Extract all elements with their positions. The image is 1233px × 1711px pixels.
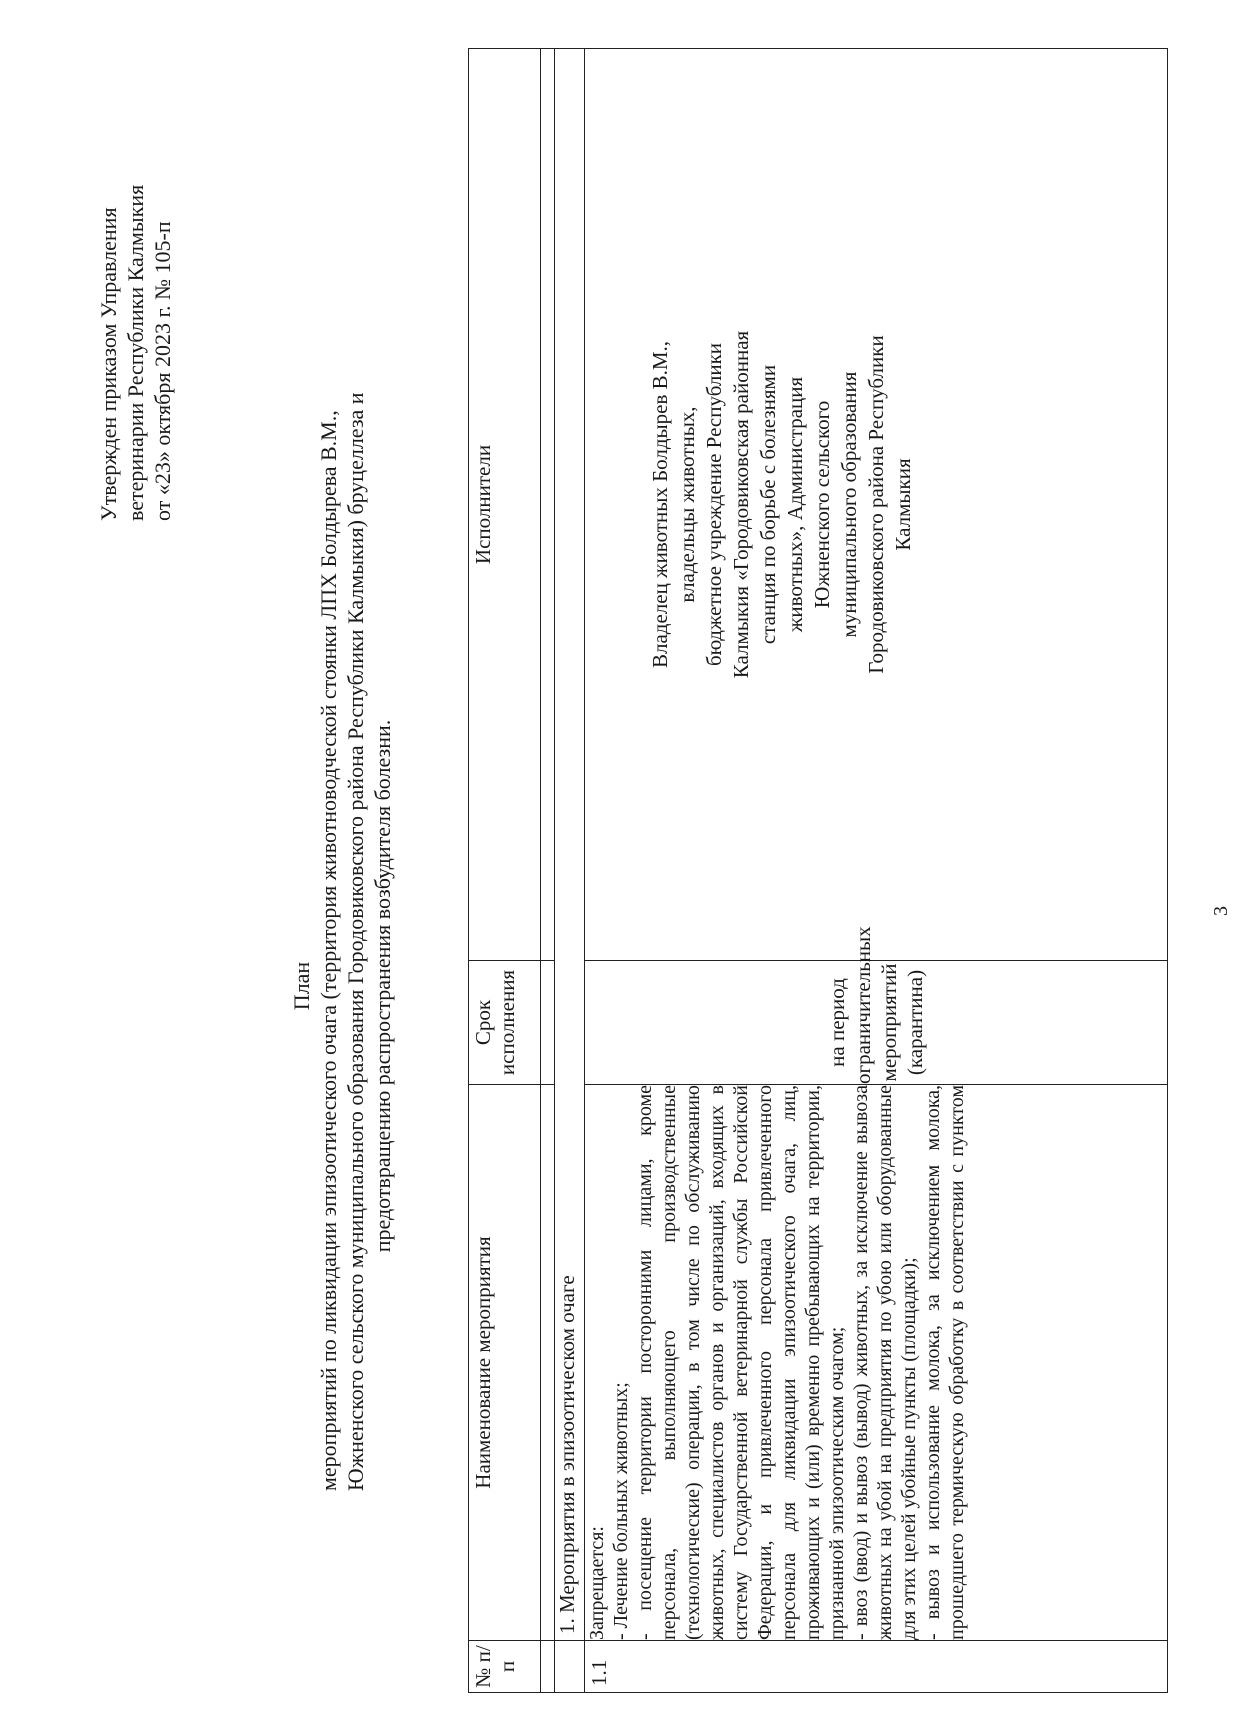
approval-line: ветеринарии Республики Калмыкия	[123, 184, 148, 521]
executor-line: владельцы животных,	[675, 406, 699, 603]
measure-line: Запрещается:	[586, 1526, 608, 1640]
term-line: мероприятий	[877, 963, 901, 1082]
table-spacer-row	[541, 49, 555, 1693]
executors-cell	[585, 49, 1168, 961]
executor-line: Владелец животных Болдырев В.М.,	[648, 340, 672, 669]
measure-line: животных на убой на предприятия по убою или оборудованные	[874, 1085, 896, 1640]
measure-description	[585, 1085, 1168, 1641]
measure-line: - посещение территории посторонними лицами, кроме	[634, 1085, 656, 1640]
page-number: 3	[1210, 906, 1232, 916]
table-header-row	[469, 49, 541, 1693]
measure-line: - ввоз (ввод) и вывоз (вывод) животных, за исключение вывоза	[850, 1085, 872, 1640]
table-row	[585, 49, 1168, 1693]
measure-line: персонала, выполняющего производственные	[658, 1085, 680, 1640]
plan-title-line: мероприятий по ликвидации эпизоотического очага (территория животноводческой стоянки ЛПХ Болдырева В.М.,	[316, 410, 341, 1491]
executor-line: Городовиковского района Республики	[864, 335, 888, 674]
term-cell	[585, 926, 1168, 1085]
header-executors: Исполнители	[469, 49, 541, 961]
approval-stamp-text	[95, 185, 176, 521]
row-number: 1.1	[585, 1641, 1168, 1693]
measure-line: систему Государственной ветеринарной службы Российской	[730, 1085, 752, 1640]
measure-line: прошедшего термическую обработку в соответствии с пунктом	[946, 1085, 968, 1640]
measure-line: проживающих и (или) временно пребывающих на территории,	[802, 1085, 824, 1640]
measure-line: (технологические) операции, в том числе по обслуживанию	[682, 1085, 704, 1640]
plan-heading: План	[289, 961, 314, 1011]
measures-table	[468, 48, 1168, 1693]
executor-line: Калмыкия	[891, 458, 915, 551]
executor-line: бюджетное учреждение Республики	[702, 342, 726, 667]
measure-line: - вывоз и использование молока, за исключением молока,	[922, 1085, 944, 1640]
measure-line: Федерации, и привлеченного персонала привлеченного	[754, 1085, 776, 1640]
measure-line: признанной эпизоотическим очагом;	[826, 1326, 848, 1640]
plan-title-line: Южненского сельского муниципального образования Городовиковского района Республики Калмыкия) бруцеллеза и	[343, 392, 368, 1491]
executor-line: муниципального образования	[837, 371, 861, 638]
term-line: (карантина)	[903, 969, 927, 1076]
measure-line: животных, специалистов органов и организаций, входящих в	[706, 1085, 728, 1640]
header-measure-name: Наименование мероприятия	[469, 1085, 541, 1641]
executor-line: животных», Администрация	[783, 376, 807, 633]
measure-line: для этих целей убойные пункты (площадки);	[898, 1257, 920, 1640]
header-num: № п/п	[469, 1641, 541, 1693]
executor-line: Калмыкия «Городовиковская районная	[729, 330, 753, 679]
term-line: ограничительных	[851, 926, 875, 1084]
plan-title-line: предотвращению распространения возбудителя болезни.	[370, 719, 395, 1253]
approval-line: Утвержден приказом Управления	[96, 207, 121, 521]
measure-line: - Лечение больных животных;	[610, 1382, 632, 1640]
plan-title	[288, 392, 396, 1491]
executor-line: Южненского сельского	[810, 400, 834, 609]
section-title: 1. Мероприятия в эпизоотическом очаге	[555, 49, 585, 1641]
measure-line: персонала для ликвидации эпизоотического очага, лиц,	[778, 1085, 800, 1640]
executor-line: станция по борьбе с болезнями	[756, 364, 780, 645]
term-line: на период	[825, 978, 849, 1067]
approval-line: от «23» октября 2023 г. № 105-п	[150, 221, 175, 521]
section-row	[555, 49, 585, 1693]
header-term: Срок исполнения	[469, 961, 541, 1085]
